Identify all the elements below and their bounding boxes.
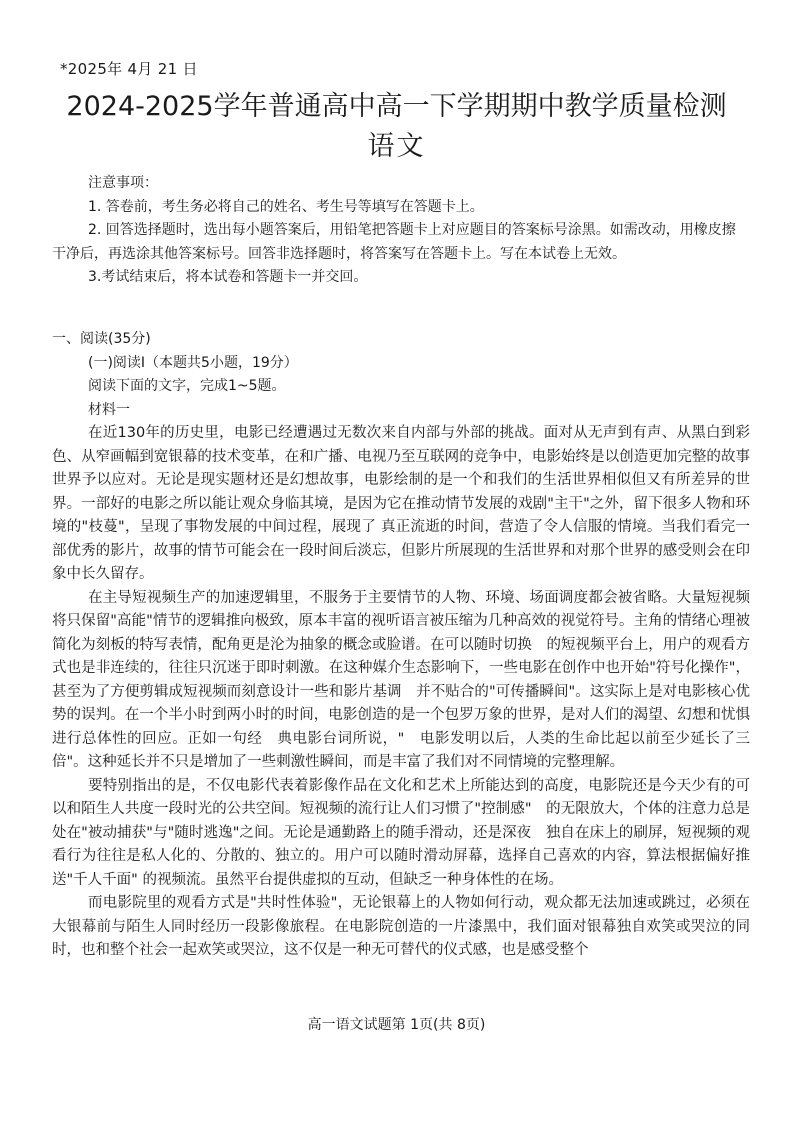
notice-item: 2. 回答选择题时，选出每小题答案后，用铅笔把答题卡上对应题目的答案标号涂黑。如需改动，用橡皮擦干净后，再选涂其他答案标号。回答非选择题时，将答案写在答题卡上。写在本试卷上无效。	[52, 222, 736, 262]
page-footer: 高一语文试题第 1页(共 8页)	[307, 1017, 486, 1033]
section-title: 一、阅读(35分)	[52, 331, 151, 347]
notice-item: 3.考试结束后，将本试卷和答题卡一并交回。	[88, 269, 368, 285]
notice-block	[52, 172, 747, 290]
passage-paragraph: 要特别指出的是，不仅电影代表着影像作品在文化和艺术上所能达到的高度，电影院还是今天少有的可以和陌生人共度一段时光的公共空间。短视频的流行让人们习惯了"控制感" 的无限放大，个体的注意力总是处在"被动捕获"与"随时逃逸"之间。无论是通勤路上的随手滑动，还是深夜 独自在床上的刷屏，短视频的观看行为往往是私人化的、分散的、独立的。用户可以随时滑动屏幕，选择自己喜欢的内容，算法根据偏好推送"千人千面" 的视频流。虽然平台提供虚拟的互动，但缺乏一种身体性的在场。	[52, 777, 750, 888]
exam-title: 2024-2025学年普通高中高一下学期期中教学质量检测	[66, 91, 727, 122]
exam-date: *2025年 4月 21 日	[60, 60, 198, 78]
passage-paragraph: 在近130年的历史里，电影已经遭遇过无数次来自内部与外部的挑战。面对从无声到有声、从黑白到彩色、从窄画幅到宽银幕的技术变革，在和广播、电视乃至互联网的竞争中，电影始终是以创造更加完整的故事世界予以应对。无论是现实题材还是幻想故事，电影绘制的是一个和我们的生活世界相似但又有所差异的世界。一部好的电影之所以能让观众身临其境，是因为它在推动情节发展的戏剧"主干"之外，留下很多人物和环境的"枝蔓"，呈现了事物发展的中间过程，展现了 真正流逝的时间，营造了令人信服的情境。当我们看完一部优秀的影片，故事的情节可能会在一段时间后淡忘，但影片所展现的生活世界和对那个世界的感受则会在印象中长久留存。	[52, 425, 750, 582]
reading-instruction: 阅读下面的文字，完成1~5题。	[88, 378, 286, 394]
notice-heading: 注意事项：	[88, 175, 158, 191]
passage-paragraph: 而电影院里的观看方式是"共时性体验"，无论银幕上的人物如何行动，观众都无法加速或跳过，必须在大银幕前与陌生人同时经历一段影像旅程。在电影院创造的一片漆黑中，我们面对银幕独自欢笑或哭泣的同时，也和整个社会一起欢笑或哭泣，这不仅是一种无可替代的仪式感，也是感受整个	[52, 895, 750, 958]
part-title: (一)阅读Ⅰ（本题共5小题，19分）	[88, 354, 298, 371]
reading-section	[52, 328, 750, 963]
subject-title: 语文	[367, 131, 426, 162]
notice-item: 1. 答卷前，考生务必将自己的姓名、考生号等填写在答题卡上。	[88, 198, 484, 215]
passage-paragraph: 在主导短视频生产的加速逻辑里，不服务于主要情节的人物、环境、场面调度都会被省略。大量短视频将只保留"高能"情节的逻辑推向极致，原本丰富的视听语言被压缩为几种高效的视觉符号。主角的情绪心理被简化为刻板的特写表情，配角更是沦为抽象的概念或脸谱。在可以随时切换 的短视频平台上，用户的观看方式也是非连续的，往往只沉迷于即时刺激。在这种媒介生态影响下，一些电影在创作中也开始"符号化操作"，甚至为了方便剪辑成短视频而刻意设计一些和影片基调 并不贴合的"可传播瞬间"。这实际上是对电影核心优势的误判。在一个半小时到两小时的时间，电影创造的是一个包罗万象的世界，是对人们的渴望、幻想和忧惧进行总体性的回应。正如一句经 典电影台词所说，" 电影发明以后，人类的生命比起以前至少延长了三倍"。这种延长并不只是增加了一些刺激性瞬间，而是丰富了我们对不同情境的完整理解。	[52, 589, 750, 770]
material-label: 材料一	[88, 401, 130, 418]
